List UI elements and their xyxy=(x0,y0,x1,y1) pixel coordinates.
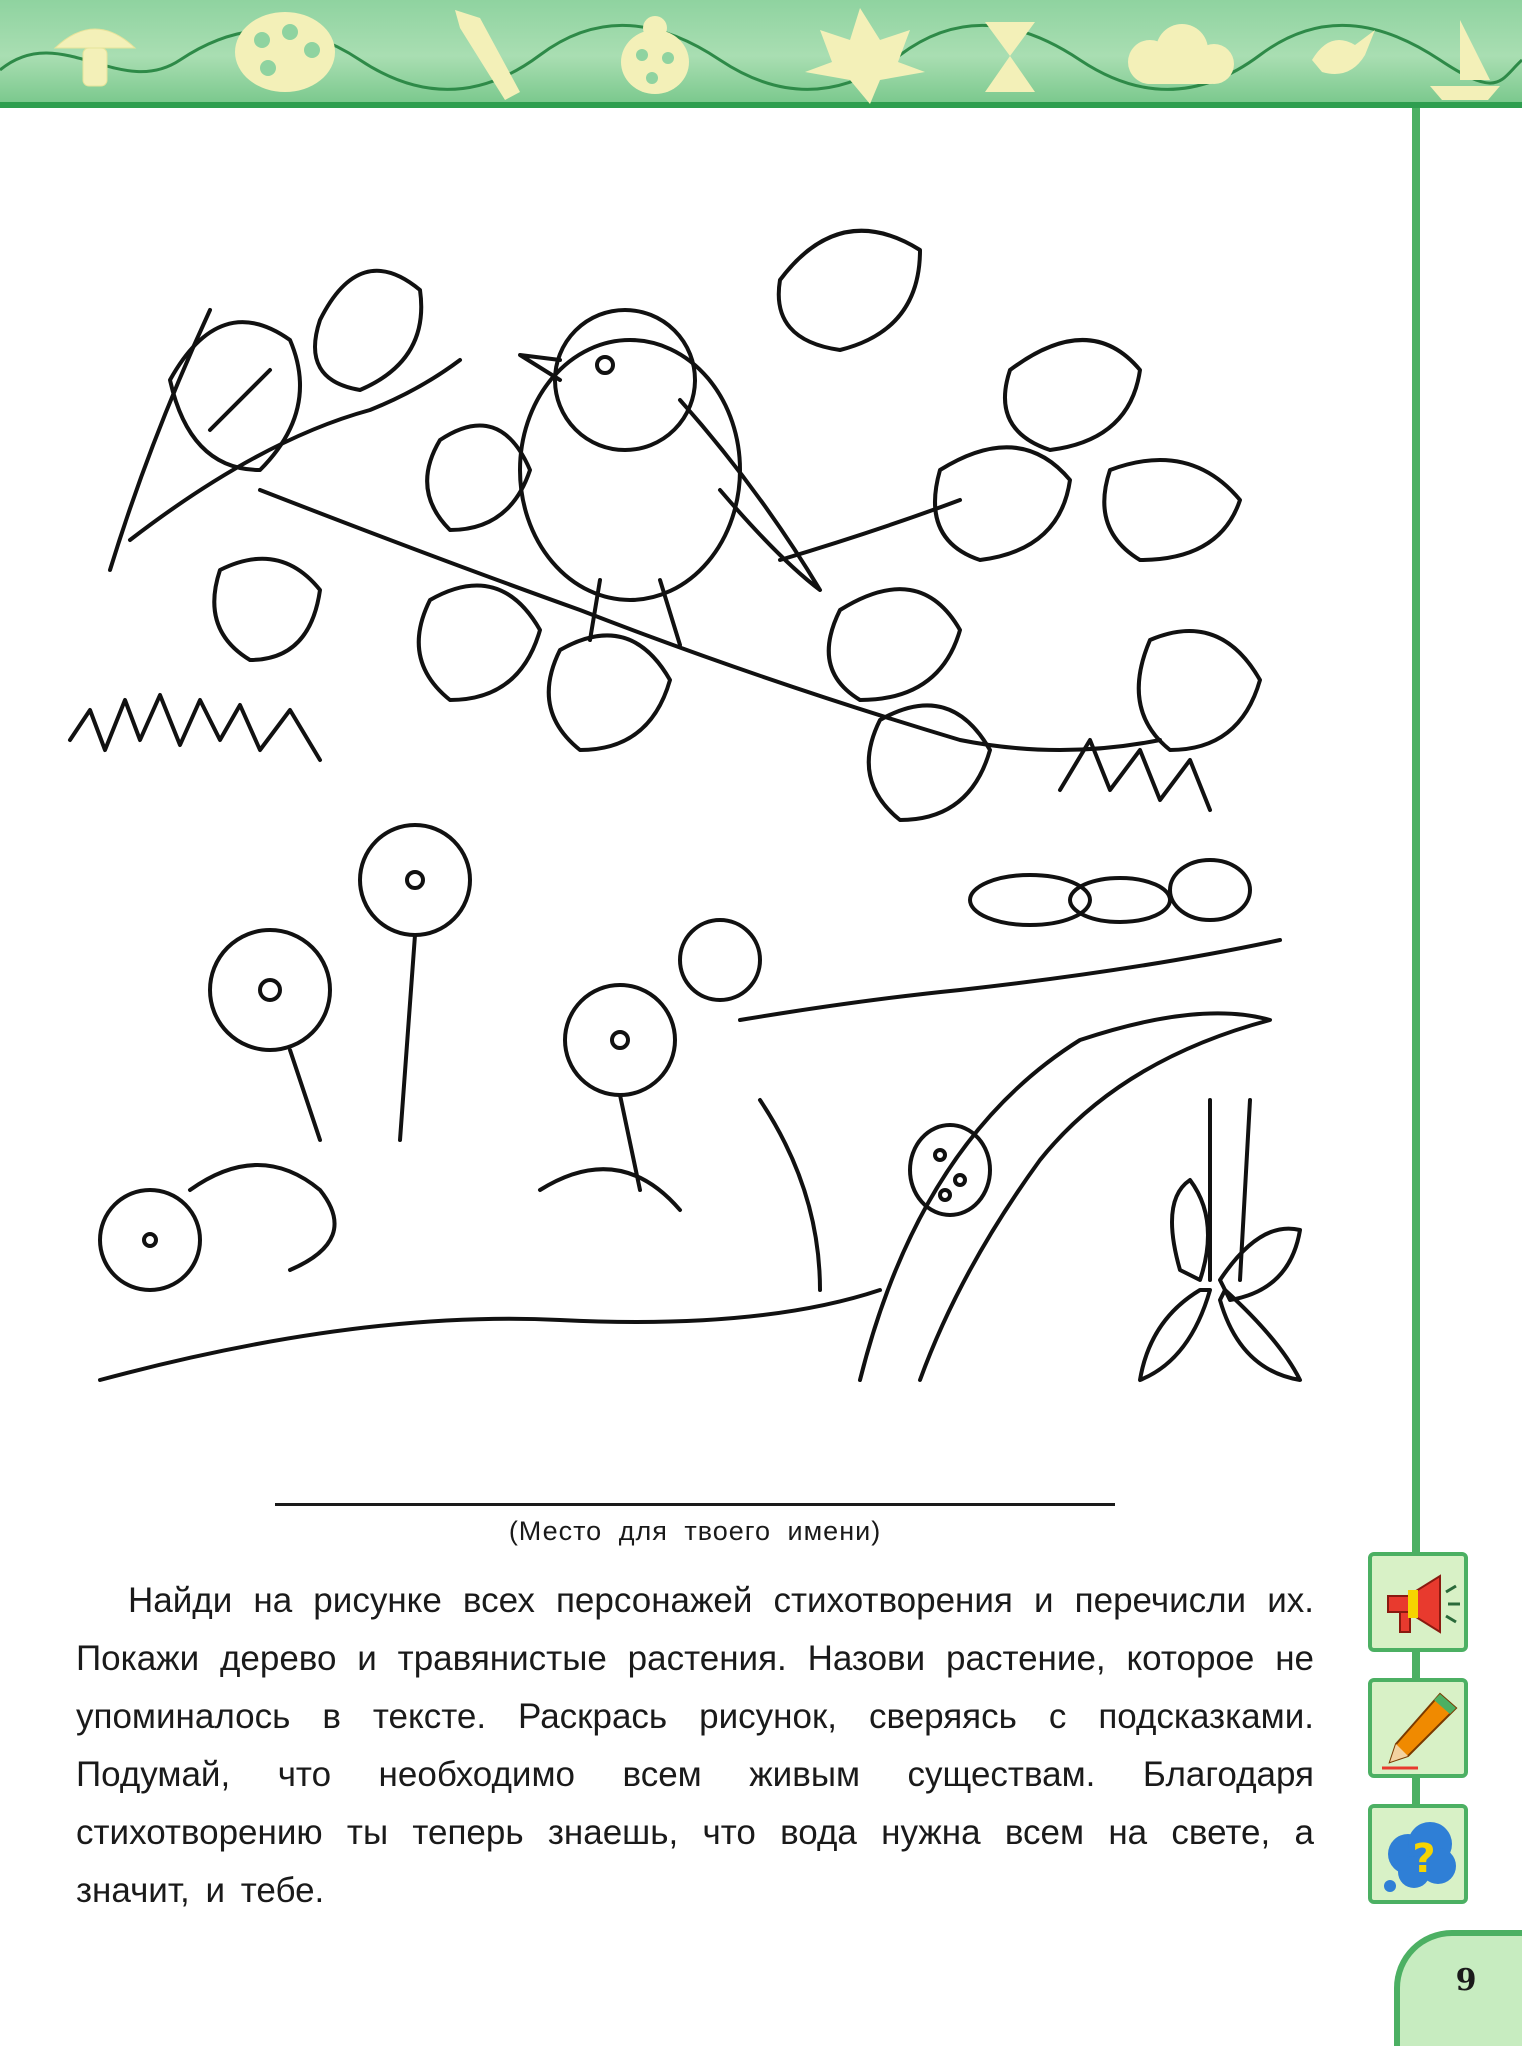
task-paragraph: Найди на рисунке всех персонажей стихотворения и перечисли их. Покажи дерево и травянистые растения. Назови растение, которое не упоминалось в тексте. Раскрась рисунок, сверяясь с подсказками. Подумай, что необходимо всем живым существам. Благодаря стихотворению ты теперь знаешь, что вода нужна всем на свете, а значит, и тебе. xyxy=(76,1581,1314,1910)
cloud-icon xyxy=(1128,24,1234,84)
page-number: 9 xyxy=(1455,1963,1477,1998)
megaphone-icon xyxy=(1378,1562,1462,1646)
flowers xyxy=(100,825,760,1290)
question-cloud-icon xyxy=(1378,1814,1462,1898)
coloring-illustration xyxy=(60,140,1320,1430)
ladybug-icon xyxy=(621,16,689,94)
task-instructions xyxy=(76,1572,1314,1920)
name-line[interactable] xyxy=(275,1503,1115,1506)
top-banner xyxy=(0,0,1522,108)
stones xyxy=(970,860,1250,925)
pencil-icon xyxy=(1378,1688,1462,1772)
bird-icon xyxy=(1312,30,1375,74)
plantain-plant xyxy=(1140,1100,1300,1380)
tree-branch xyxy=(110,310,1160,750)
ground-path xyxy=(100,940,1280,1380)
pencil-icon xyxy=(455,10,520,100)
bird-drawing xyxy=(520,310,820,645)
mushroom-icon xyxy=(55,29,135,86)
question-cloud-icon-box xyxy=(1368,1804,1468,1904)
svg-text:?: ? xyxy=(1412,1836,1436,1882)
palette-icon xyxy=(235,12,335,92)
name-caption: (Место для твоего имени) xyxy=(508,1516,882,1546)
megaphone-icon-box xyxy=(1368,1552,1468,1652)
banner-decor xyxy=(0,0,1522,108)
birch-leaves xyxy=(170,231,1260,820)
grass-line xyxy=(70,695,1210,810)
pencil-icon-box xyxy=(1368,1678,1468,1778)
